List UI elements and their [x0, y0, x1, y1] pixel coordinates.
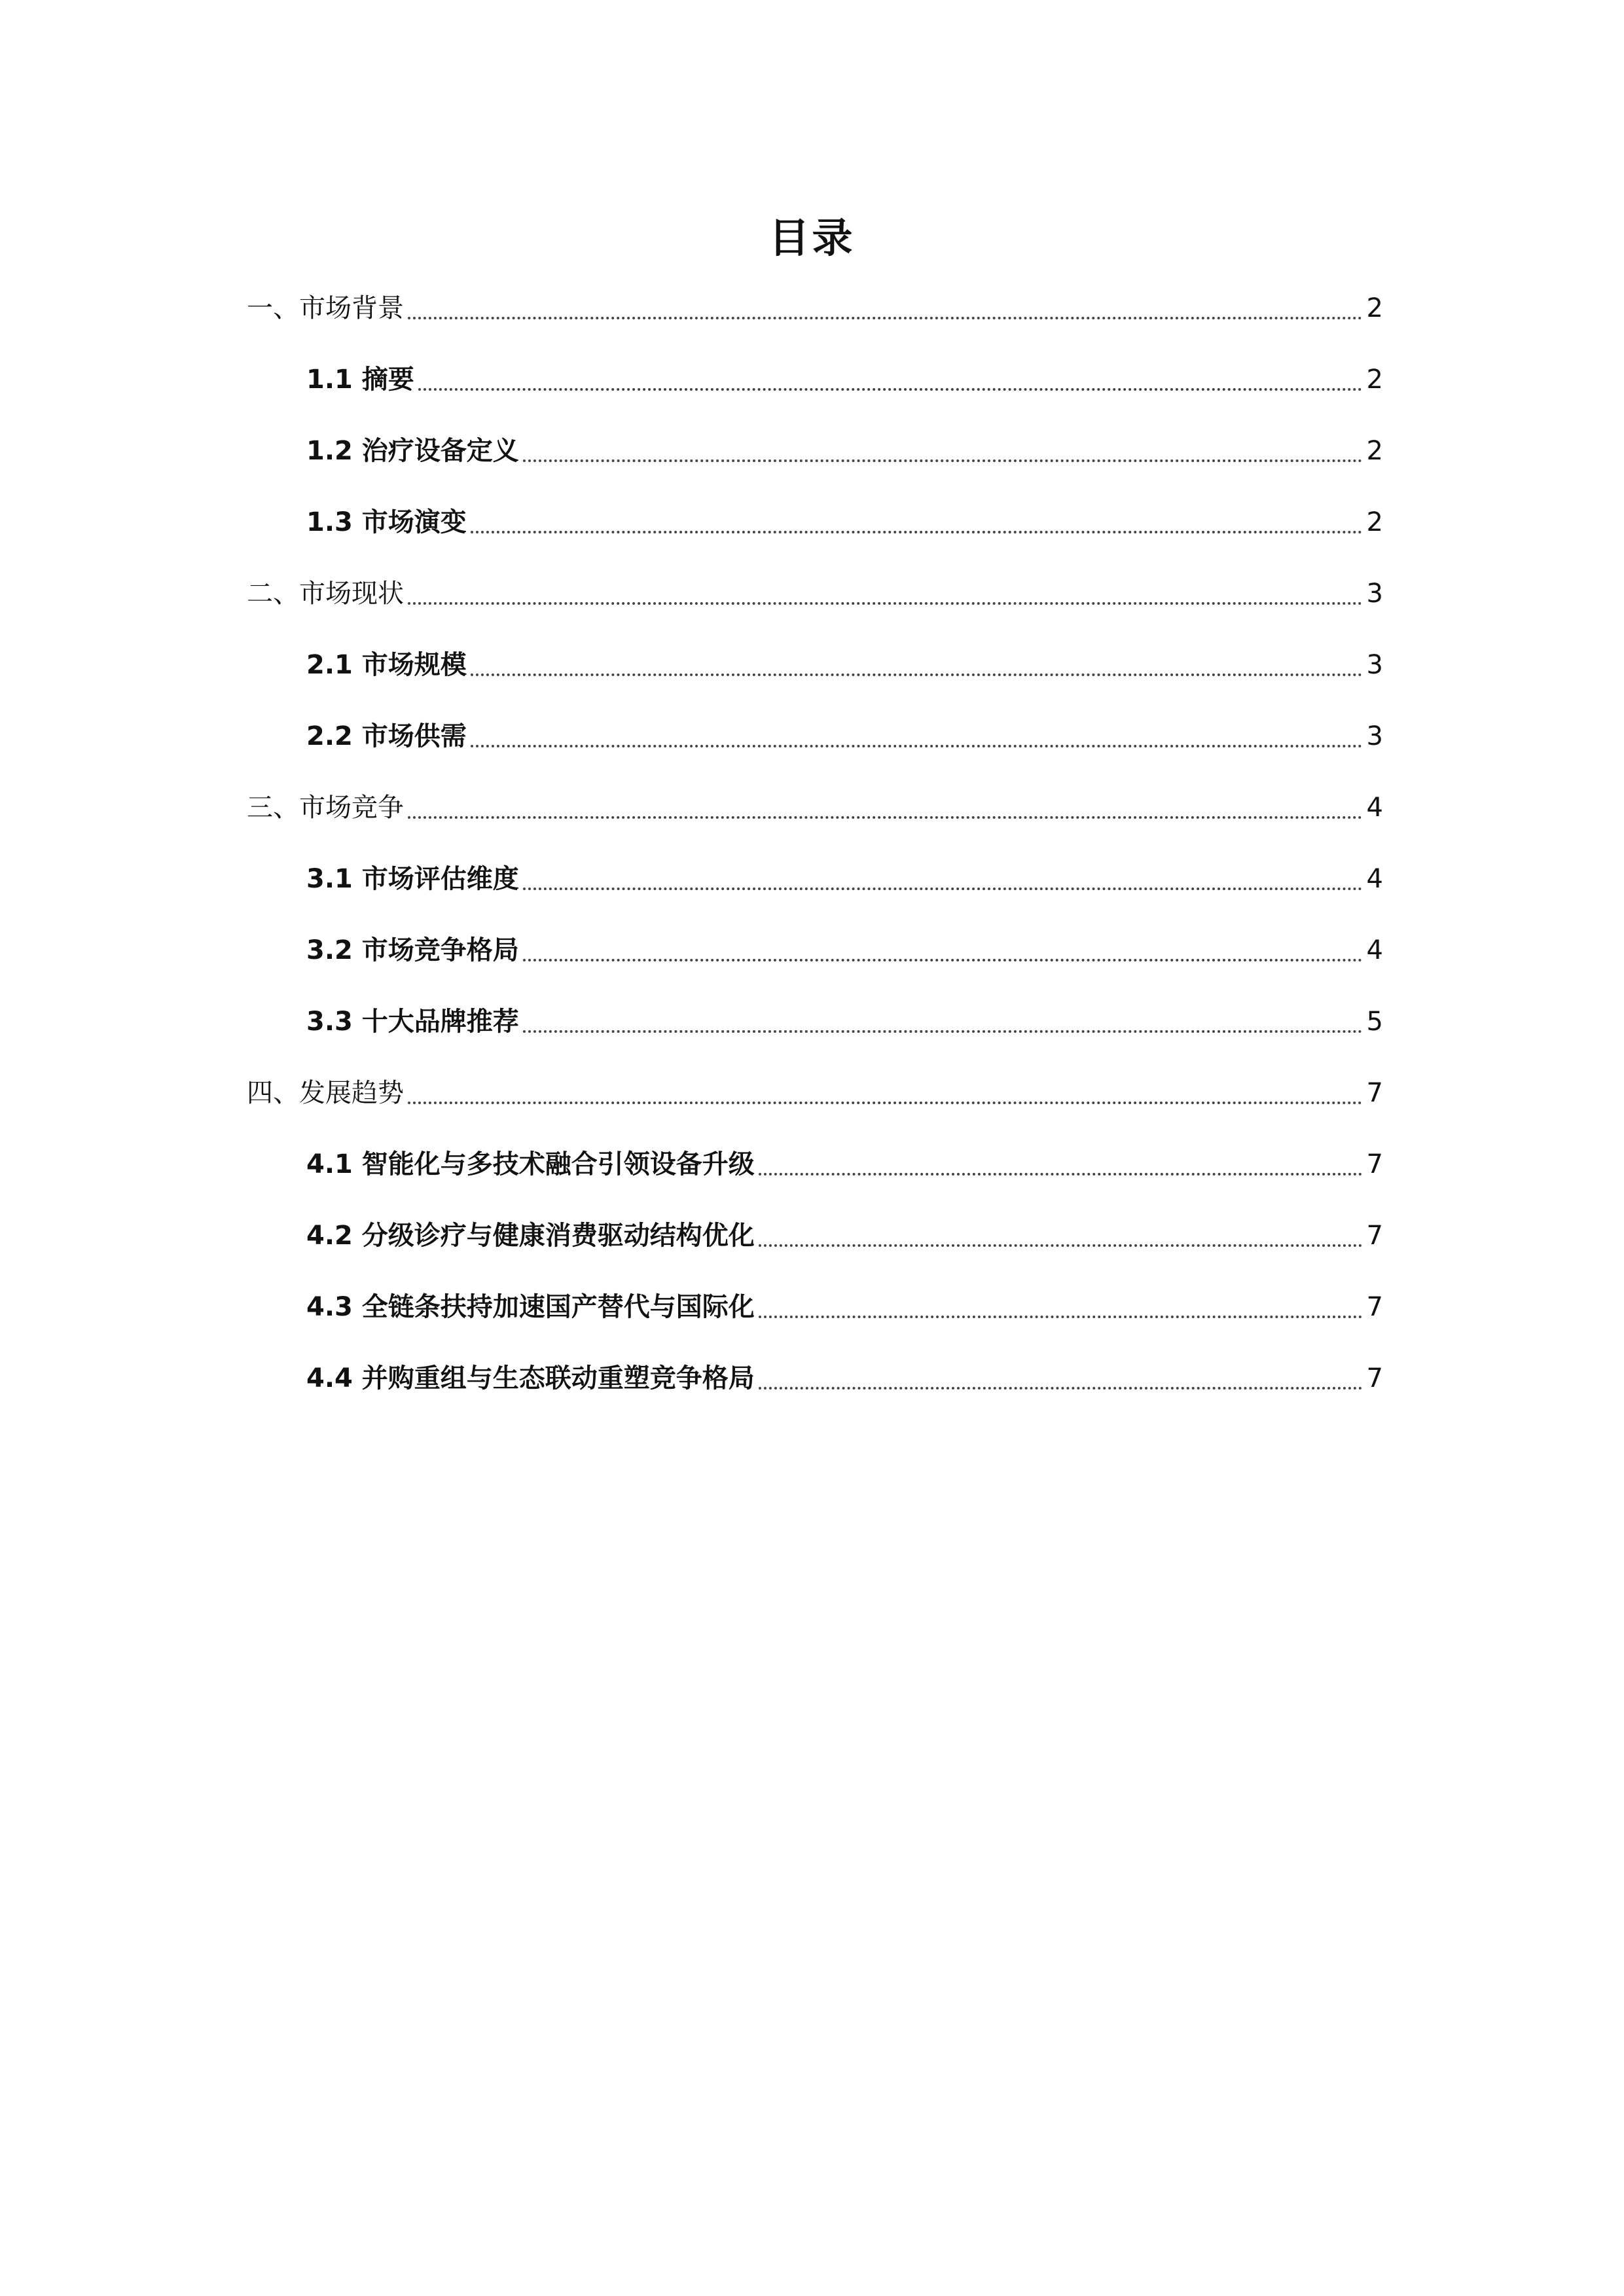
- dot-leader: [408, 1102, 1362, 1104]
- toc-entry-page-number: 2: [1366, 507, 1383, 537]
- toc-entry-label: 二、市场现状: [247, 579, 404, 609]
- toc-entry-4-3[interactable]: [306, 1283, 1383, 1329]
- toc-entry-label: 一、市场背景: [247, 293, 404, 323]
- toc-entry-label: 4.2 分级诊疗与健康消费驱动结构优化: [306, 1221, 755, 1251]
- toc-entry-4-1[interactable]: [306, 1140, 1383, 1186]
- dot-leader: [759, 1387, 1362, 1390]
- toc-entry-label: 4.1 智能化与多技术融合引领设备升级: [306, 1149, 755, 1179]
- toc-entry-1-3[interactable]: [306, 498, 1383, 544]
- toc-entry-label: 4.3 全链条扶持加速国产替代与国际化: [306, 1292, 755, 1322]
- toc-entry-page-number: 7: [1366, 1292, 1383, 1322]
- toc-entry-page-number: 3: [1366, 721, 1383, 751]
- dot-leader: [523, 959, 1362, 961]
- toc-entry-label: 3.1 市场评估维度: [306, 864, 519, 894]
- toc-entry-page-number: 7: [1366, 1149, 1383, 1179]
- toc-entry-page-number: 2: [1366, 293, 1383, 323]
- dot-leader: [759, 1173, 1362, 1175]
- dot-leader: [471, 531, 1362, 533]
- toc-entry-page-number: 4: [1366, 864, 1383, 894]
- toc-entry-page-number: 4: [1366, 793, 1383, 823]
- toc-entry-label: 1.1 摘要: [306, 365, 414, 395]
- toc-entry-1-1[interactable]: [306, 355, 1383, 401]
- toc-title: 目录: [768, 214, 856, 262]
- dot-leader: [408, 317, 1362, 319]
- toc-entry-page-number: 4: [1366, 935, 1383, 965]
- toc-entry-label: 3.2 市场竞争格局: [306, 935, 519, 965]
- toc-entry-label: 三、市场竞争: [247, 793, 404, 823]
- toc-entry-3-3[interactable]: [306, 997, 1383, 1043]
- toc-entry-page-number: 7: [1366, 1078, 1383, 1108]
- toc-entry-3-1[interactable]: [306, 855, 1383, 901]
- toc-entry-2-2[interactable]: [306, 712, 1383, 758]
- toc-entry-page-number: 7: [1366, 1221, 1383, 1251]
- toc-entry-page-number: 3: [1366, 579, 1383, 609]
- dot-leader: [408, 602, 1362, 605]
- dot-leader: [523, 1030, 1362, 1033]
- toc-entry-page-number: 2: [1366, 436, 1383, 466]
- toc-entry-label: 四、发展趋势: [247, 1078, 404, 1108]
- toc-entry-section-1[interactable]: [247, 284, 1383, 330]
- toc-entry-4-4[interactable]: [306, 1354, 1383, 1400]
- dot-leader: [418, 388, 1362, 391]
- toc-entry-label: 4.4 并购重组与生态联动重塑竞争格局: [306, 1363, 755, 1393]
- toc-entry-label: 1.3 市场演变: [306, 507, 467, 537]
- toc-entry-2-1[interactable]: [306, 641, 1383, 687]
- toc-entry-page-number: 7: [1366, 1363, 1383, 1393]
- dot-leader: [471, 745, 1362, 747]
- toc-entry-section-3[interactable]: [247, 783, 1383, 829]
- toc-entry-label: 1.2 治疗设备定义: [306, 436, 519, 466]
- toc-entry-3-2[interactable]: [306, 926, 1383, 972]
- dot-leader: [523, 459, 1362, 462]
- toc-entry-page-number: 5: [1366, 1007, 1383, 1037]
- dot-leader: [759, 1244, 1362, 1247]
- toc-entry-label: 2.1 市场规模: [306, 650, 467, 680]
- toc-entry-label: 2.2 市场供需: [306, 721, 467, 751]
- toc-entry-section-2[interactable]: [247, 569, 1383, 615]
- toc-entry-page-number: 3: [1366, 650, 1383, 680]
- toc-entry-section-4[interactable]: [247, 1069, 1383, 1115]
- dot-leader: [408, 816, 1362, 819]
- dot-leader: [471, 673, 1362, 676]
- toc-entry-page-number: 2: [1366, 365, 1383, 395]
- toc-entry-1-2[interactable]: [306, 427, 1383, 473]
- dot-leader: [759, 1316, 1362, 1318]
- dot-leader: [523, 888, 1362, 890]
- toc-entry-4-2[interactable]: [306, 1211, 1383, 1257]
- toc-entry-label: 3.3 十大品牌推荐: [306, 1007, 519, 1037]
